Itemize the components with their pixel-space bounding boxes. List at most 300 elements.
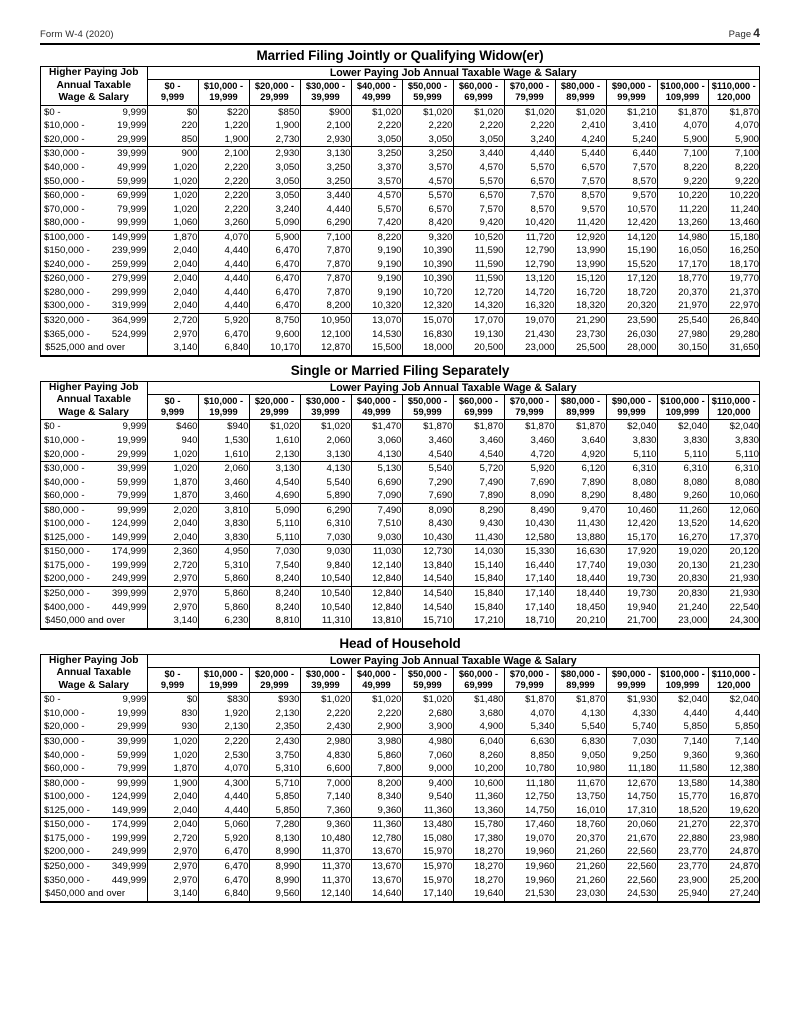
table-cell: 8,220 [708, 161, 759, 175]
table-cell: $2,040 [708, 693, 759, 707]
table-cell: 9,840 [300, 559, 351, 573]
table-cell: 15,120 [555, 272, 606, 286]
table-cell: 3,830 [198, 517, 249, 531]
column-range-start: $110,000 - [711, 395, 756, 406]
column-header-7 [453, 80, 504, 106]
table-cell: 2,430 [249, 735, 300, 749]
row-range-start: $175,000 - [44, 559, 90, 571]
table-row [41, 749, 759, 763]
table-cell: 13,260 [657, 216, 708, 230]
table-cell: 7,870 [300, 286, 351, 300]
table-cell: 11,430 [555, 517, 606, 531]
table-cell: 13,990 [555, 244, 606, 258]
stub-header-lines-2-3 [41, 394, 147, 420]
table-cell: 9,030 [300, 545, 351, 559]
row-range-end: 39,999 [117, 463, 147, 475]
table-cell: 20,830 [657, 572, 708, 586]
table-cell: 5,540 [402, 462, 453, 476]
table-cell: 11,370 [300, 874, 351, 888]
row-bracket-label [41, 859, 147, 873]
table-cell: 16,250 [708, 244, 759, 258]
table-cell: 9,030 [351, 531, 402, 545]
column-range-start: $10,000 - [203, 81, 244, 92]
table-cell: 5,860 [351, 749, 402, 763]
table-cell: 7,890 [453, 489, 504, 503]
row-bracket-label [41, 693, 147, 707]
table-cell: 7,690 [402, 489, 453, 503]
table-cell: 21,930 [708, 586, 759, 600]
row-bracket-label [41, 874, 147, 888]
column-range-start: $90,000 - [611, 668, 652, 679]
column-range-start: $110,000 - [711, 81, 756, 92]
table-cell: 23,730 [555, 328, 606, 342]
table-cell: 3,260 [198, 216, 249, 230]
table-cell: 8,240 [249, 601, 300, 615]
table-cell: 2,730 [249, 133, 300, 147]
row-bracket-label [41, 845, 147, 859]
table-cell: 4,130 [351, 448, 402, 462]
table-row [41, 105, 759, 119]
table-cell: 7,280 [249, 818, 300, 832]
table-cell: 10,200 [453, 762, 504, 776]
table-cell: 15,970 [402, 874, 453, 888]
table-cell: 2,970 [147, 328, 198, 342]
table-cell: 22,880 [657, 832, 708, 846]
table-cell: 14,620 [708, 517, 759, 531]
table-cell: 4,830 [300, 749, 351, 763]
table-cell: 25,200 [708, 874, 759, 888]
table-cell: 1,220 [198, 119, 249, 133]
table-cell: 17,920 [606, 545, 657, 559]
tax-tables-container [40, 45, 760, 903]
table-cell: 15,780 [453, 818, 504, 832]
row-range-end: 199,999 [111, 832, 147, 844]
column-range-end: 89,999 [566, 680, 595, 691]
row-bracket-label [41, 299, 147, 313]
column-range-end: 49,999 [362, 92, 391, 103]
table-cell: 7,060 [402, 749, 453, 763]
row-range-start: $0 - [44, 106, 61, 118]
table-cell: 4,720 [504, 448, 555, 462]
table-cell: 10,980 [555, 762, 606, 776]
table-cell: 7,360 [300, 804, 351, 818]
row-bracket-label [41, 147, 147, 161]
table-cell: 5,570 [504, 161, 555, 175]
row-bracket-label [41, 258, 147, 272]
table-cell: 6,470 [249, 272, 300, 286]
table-cell: 8,480 [606, 489, 657, 503]
table-cell: 15,170 [606, 531, 657, 545]
row-range-start: $400,000 - [44, 601, 90, 613]
table-cell: 8,570 [504, 203, 555, 217]
table-cell: 6,470 [249, 299, 300, 313]
table-cell: 5,110 [249, 517, 300, 531]
row-range-end: 449,999 [111, 874, 147, 886]
table-cell: 8,990 [249, 845, 300, 859]
row-bracket-label [41, 341, 147, 356]
stub-header-lines-2-3 [41, 667, 147, 693]
table-cell: 21,970 [657, 299, 708, 313]
table-cell: 220 [147, 119, 198, 133]
table-cell: 5,900 [249, 230, 300, 244]
row-range-text: $525,000 and over [45, 342, 126, 354]
table-cell: 15,840 [453, 586, 504, 600]
table-cell: 8,810 [249, 614, 300, 629]
row-bracket-label [41, 216, 147, 230]
table-cell: 20,830 [657, 586, 708, 600]
row-range-end: 59,999 [117, 749, 147, 761]
table-cell: 20,500 [453, 341, 504, 356]
table-cell: 22,560 [606, 845, 657, 859]
table-row [41, 804, 759, 818]
table-cell: 3,130 [300, 448, 351, 462]
column-header-9 [555, 394, 606, 420]
table-cell: 21,430 [504, 328, 555, 342]
column-range-start: $40,000 - [356, 395, 397, 406]
table-cell: 17,370 [708, 531, 759, 545]
row-range-end: 279,999 [111, 273, 147, 285]
table-cell: 2,970 [147, 874, 198, 888]
column-range-end: 69,999 [464, 680, 493, 691]
tax-table-2 [40, 360, 760, 630]
table-row [41, 133, 759, 147]
table-row [41, 119, 759, 133]
row-bracket-label [41, 614, 147, 629]
table-title: Married Filing Jointly or Qualifying Widow(er) [40, 45, 760, 67]
table-cell: 17,070 [453, 313, 504, 327]
column-range-start: $70,000 - [509, 395, 550, 406]
table-cell: 12,670 [606, 776, 657, 790]
row-range-start: $10,000 - [44, 707, 85, 719]
column-range-start: $40,000 - [356, 81, 397, 92]
table-cell: 4,070 [198, 230, 249, 244]
column-range-start: $30,000 - [305, 395, 346, 406]
row-range-start: $10,000 - [44, 120, 85, 132]
table-cell: 4,920 [555, 448, 606, 462]
table-cell: 8,080 [657, 476, 708, 490]
table-cell: 7,570 [504, 189, 555, 203]
table-cell: 12,790 [504, 244, 555, 258]
table-cell: 16,720 [555, 286, 606, 300]
table-cell: 8,290 [453, 503, 504, 517]
table-cell: 4,070 [198, 762, 249, 776]
stub-header-line-2: Annual Taxable [56, 79, 132, 91]
table-cell: 19,960 [504, 845, 555, 859]
table-cell: 17,740 [555, 559, 606, 573]
table-cell: 10,570 [606, 203, 657, 217]
row-bracket-label [41, 586, 147, 600]
table-cell: 8,990 [249, 874, 300, 888]
table-cell: 18,320 [555, 299, 606, 313]
row-range-end: 39,999 [117, 736, 147, 748]
table-cell: 3,460 [198, 476, 249, 490]
table-cell: 5,060 [198, 818, 249, 832]
table-cell: 23,900 [657, 874, 708, 888]
table-cell: 15,970 [402, 859, 453, 873]
table-cell: 6,470 [198, 328, 249, 342]
table-cell: 4,130 [300, 462, 351, 476]
table-cell: 6,290 [300, 503, 351, 517]
table-cell: 12,320 [402, 299, 453, 313]
table-cell: 13,520 [657, 517, 708, 531]
table-cell: 21,700 [606, 614, 657, 629]
stub-header-line-3: Wage & Salary [58, 92, 129, 104]
row-range-start: $320,000 - [44, 314, 90, 326]
row-bracket-label [41, 545, 147, 559]
table-cell: 3,680 [453, 707, 504, 721]
table-cell: 2,900 [351, 720, 402, 734]
table-cell: 6,310 [300, 517, 351, 531]
table-cell: 4,690 [249, 489, 300, 503]
table-cell: 20,120 [708, 545, 759, 559]
row-range-end: 69,999 [117, 190, 147, 202]
table-cell: 19,730 [606, 572, 657, 586]
table-cell: 2,720 [147, 313, 198, 327]
table-cell: $850 [249, 105, 300, 119]
table-cell: $940 [198, 420, 249, 434]
table-cell: 17,170 [657, 258, 708, 272]
table-cell: 29,280 [708, 328, 759, 342]
table-cell: 2,040 [147, 818, 198, 832]
table-cell: 4,440 [504, 147, 555, 161]
row-range-end: 29,999 [117, 133, 147, 145]
column-range-start: $110,000 - [711, 668, 756, 679]
table-cell: 1,610 [198, 448, 249, 462]
table-cell: 23,980 [708, 832, 759, 846]
column-range-start: $50,000 - [407, 395, 448, 406]
table-cell: 11,370 [300, 845, 351, 859]
column-range-end: 49,999 [362, 680, 391, 691]
table-cell: 20,210 [555, 614, 606, 629]
table-cell: $1,020 [453, 105, 504, 119]
table-cell: 22,560 [606, 874, 657, 888]
table-cell: 16,010 [555, 804, 606, 818]
table-cell: 19,960 [504, 859, 555, 873]
table-cell: $2,040 [657, 420, 708, 434]
table-cell: $1,480 [453, 693, 504, 707]
table-cell: 15,970 [402, 845, 453, 859]
table-cell: 3,140 [147, 887, 198, 902]
table-cell: 7,570 [555, 175, 606, 189]
table-cell: 18,270 [453, 859, 504, 873]
column-range-end: 120,000 [716, 680, 751, 691]
table-cell: 23,770 [657, 845, 708, 859]
table-cell: 6,470 [198, 859, 249, 873]
row-range-end: 39,999 [117, 148, 147, 160]
stub-header-lines-2-3 [41, 80, 147, 106]
table-cell: 9,470 [555, 503, 606, 517]
table-row [41, 874, 759, 888]
table-cell: 18,000 [402, 341, 453, 356]
table-cell: 4,440 [198, 244, 249, 258]
row-range-start: $30,000 - [44, 736, 85, 748]
row-range-start: $40,000 - [44, 749, 85, 761]
table-cell: 7,140 [657, 735, 708, 749]
row-bracket-label [41, 572, 147, 586]
row-range-start: $60,000 - [44, 763, 85, 775]
table-cell: 1,020 [147, 448, 198, 462]
row-range-end: 174,999 [111, 819, 147, 831]
table-cell: 9,360 [708, 749, 759, 763]
table-cell: 12,780 [351, 832, 402, 846]
table-row [41, 272, 759, 286]
table-row [41, 818, 759, 832]
table-cell: 2,020 [147, 503, 198, 517]
row-range-start: $365,000 - [44, 328, 90, 340]
table-cell: 11,030 [351, 545, 402, 559]
column-header-6 [402, 80, 453, 106]
table-cell: 1,020 [147, 749, 198, 763]
table-cell: $1,870 [402, 420, 453, 434]
table-cell: 19,640 [453, 887, 504, 902]
row-bracket-label [41, 189, 147, 203]
table-cell: 4,570 [453, 161, 504, 175]
column-range-end: 19,999 [209, 407, 238, 418]
table-cell: 17,460 [504, 818, 555, 832]
table-cell: $1,930 [606, 693, 657, 707]
table-cell: 10,390 [402, 272, 453, 286]
row-range-end: 364,999 [111, 314, 147, 326]
table-cell: 5,860 [198, 572, 249, 586]
table-cell: 21,930 [708, 572, 759, 586]
table-cell: 24,870 [708, 859, 759, 873]
table-cell: 4,440 [708, 707, 759, 721]
table-cell: 5,110 [249, 531, 300, 545]
row-range-end: 59,999 [117, 476, 147, 488]
table-cell: 25,940 [657, 887, 708, 902]
lower-paying-job-header: Lower Paying Job Annual Taxable Wage & Salary [147, 382, 759, 395]
table-cell: 6,840 [198, 887, 249, 902]
table-cell: 8,990 [249, 859, 300, 873]
column-range-end: 79,999 [515, 680, 544, 691]
table-cell: 5,540 [300, 476, 351, 490]
table-cell: 3,140 [147, 614, 198, 629]
table-cell: 18,760 [555, 818, 606, 832]
table-cell: 6,290 [300, 216, 351, 230]
lower-paying-job-header: Lower Paying Job Annual Taxable Wage & Salary [147, 67, 759, 80]
table-cell: 5,570 [402, 189, 453, 203]
table-cell: 7,100 [300, 230, 351, 244]
table-cell: $1,020 [504, 105, 555, 119]
table-cell: 13,880 [555, 531, 606, 545]
table-cell: 830 [147, 707, 198, 721]
table-cell: 6,120 [555, 462, 606, 476]
table-header-row-span [41, 655, 759, 668]
stub-header-line-1: Higher Paying Job [41, 382, 147, 395]
column-range-end: 69,999 [464, 92, 493, 103]
table-cell: 6,040 [453, 735, 504, 749]
table-cell: 8,490 [504, 503, 555, 517]
row-range-end: 19,999 [117, 434, 147, 446]
table-cell: 11,370 [300, 859, 351, 873]
table-cell: 4,330 [606, 707, 657, 721]
column-header-9 [555, 80, 606, 106]
table-cell: 13,990 [555, 258, 606, 272]
column-range-end: 39,999 [311, 407, 340, 418]
table-cell: 24,300 [708, 614, 759, 629]
table-cell: 2,220 [300, 707, 351, 721]
table-cell: 2,530 [198, 749, 249, 763]
table-cell: 9,360 [351, 804, 402, 818]
table-cell: 3,980 [351, 735, 402, 749]
table-cell: 4,570 [351, 189, 402, 203]
row-bracket-label [41, 175, 147, 189]
table-cell: 9,250 [606, 749, 657, 763]
table-cell: 9,050 [555, 749, 606, 763]
table-cell: 850 [147, 133, 198, 147]
table-cell: $0 [147, 105, 198, 119]
row-range-end: 59,999 [117, 175, 147, 187]
row-range-start: $200,000 - [44, 846, 90, 858]
table-cell: 3,250 [300, 161, 351, 175]
table-cell: 7,490 [351, 503, 402, 517]
table-cell: 7,140 [708, 735, 759, 749]
column-header-5 [351, 80, 402, 106]
table-cell: 19,730 [606, 586, 657, 600]
table-cell: 10,430 [402, 531, 453, 545]
table-cell: 15,520 [606, 258, 657, 272]
table-cell: 4,070 [657, 119, 708, 133]
table-cell: 3,050 [249, 175, 300, 189]
table-cell: 5,130 [351, 462, 402, 476]
table-cell: 1,870 [147, 489, 198, 503]
row-bracket-label [41, 804, 147, 818]
table-cell: 7,570 [606, 161, 657, 175]
column-range-end: 9,999 [160, 92, 185, 103]
table-cell: 2,040 [147, 272, 198, 286]
column-range-end: 19,999 [209, 92, 238, 103]
table-cell: 21,290 [555, 313, 606, 327]
column-range-end: 49,999 [362, 407, 391, 418]
column-range-start: $50,000 - [407, 81, 448, 92]
table-cell: 6,310 [708, 462, 759, 476]
table-cell: 1,020 [147, 735, 198, 749]
column-range-start: $20,000 - [254, 395, 295, 406]
table-cell: 14,320 [453, 299, 504, 313]
table-row [41, 762, 759, 776]
table-cell: 9,220 [708, 175, 759, 189]
table-cell: 24,530 [606, 887, 657, 902]
table-cell: 8,570 [606, 175, 657, 189]
row-bracket-label [41, 272, 147, 286]
table-cell: 6,470 [198, 845, 249, 859]
table-cell: 19,130 [453, 328, 504, 342]
table-cell: 5,890 [300, 489, 351, 503]
table-cell: 5,850 [249, 790, 300, 804]
row-bracket-label [41, 462, 147, 476]
table-row [41, 328, 759, 342]
table-cell: 4,300 [198, 776, 249, 790]
row-range-end: 524,999 [111, 328, 147, 340]
table-row [41, 735, 759, 749]
row-bracket-label [41, 776, 147, 790]
column-range-end: 59,999 [413, 407, 442, 418]
table-cell: 20,370 [555, 832, 606, 846]
table-cell: 7,100 [708, 147, 759, 161]
table-cell: 8,220 [351, 230, 402, 244]
table-cell: 26,840 [708, 313, 759, 327]
table-row [41, 776, 759, 790]
table-cell: 12,790 [504, 258, 555, 272]
row-range-end: 259,999 [111, 258, 147, 270]
table-cell: 10,780 [504, 762, 555, 776]
row-range-text: $450,000 and over [45, 888, 126, 900]
column-header-4 [300, 80, 351, 106]
table-cell: 9,600 [249, 328, 300, 342]
table-cell: 6,310 [657, 462, 708, 476]
table-cell: 9,360 [300, 818, 351, 832]
table-cell: 7,030 [300, 531, 351, 545]
